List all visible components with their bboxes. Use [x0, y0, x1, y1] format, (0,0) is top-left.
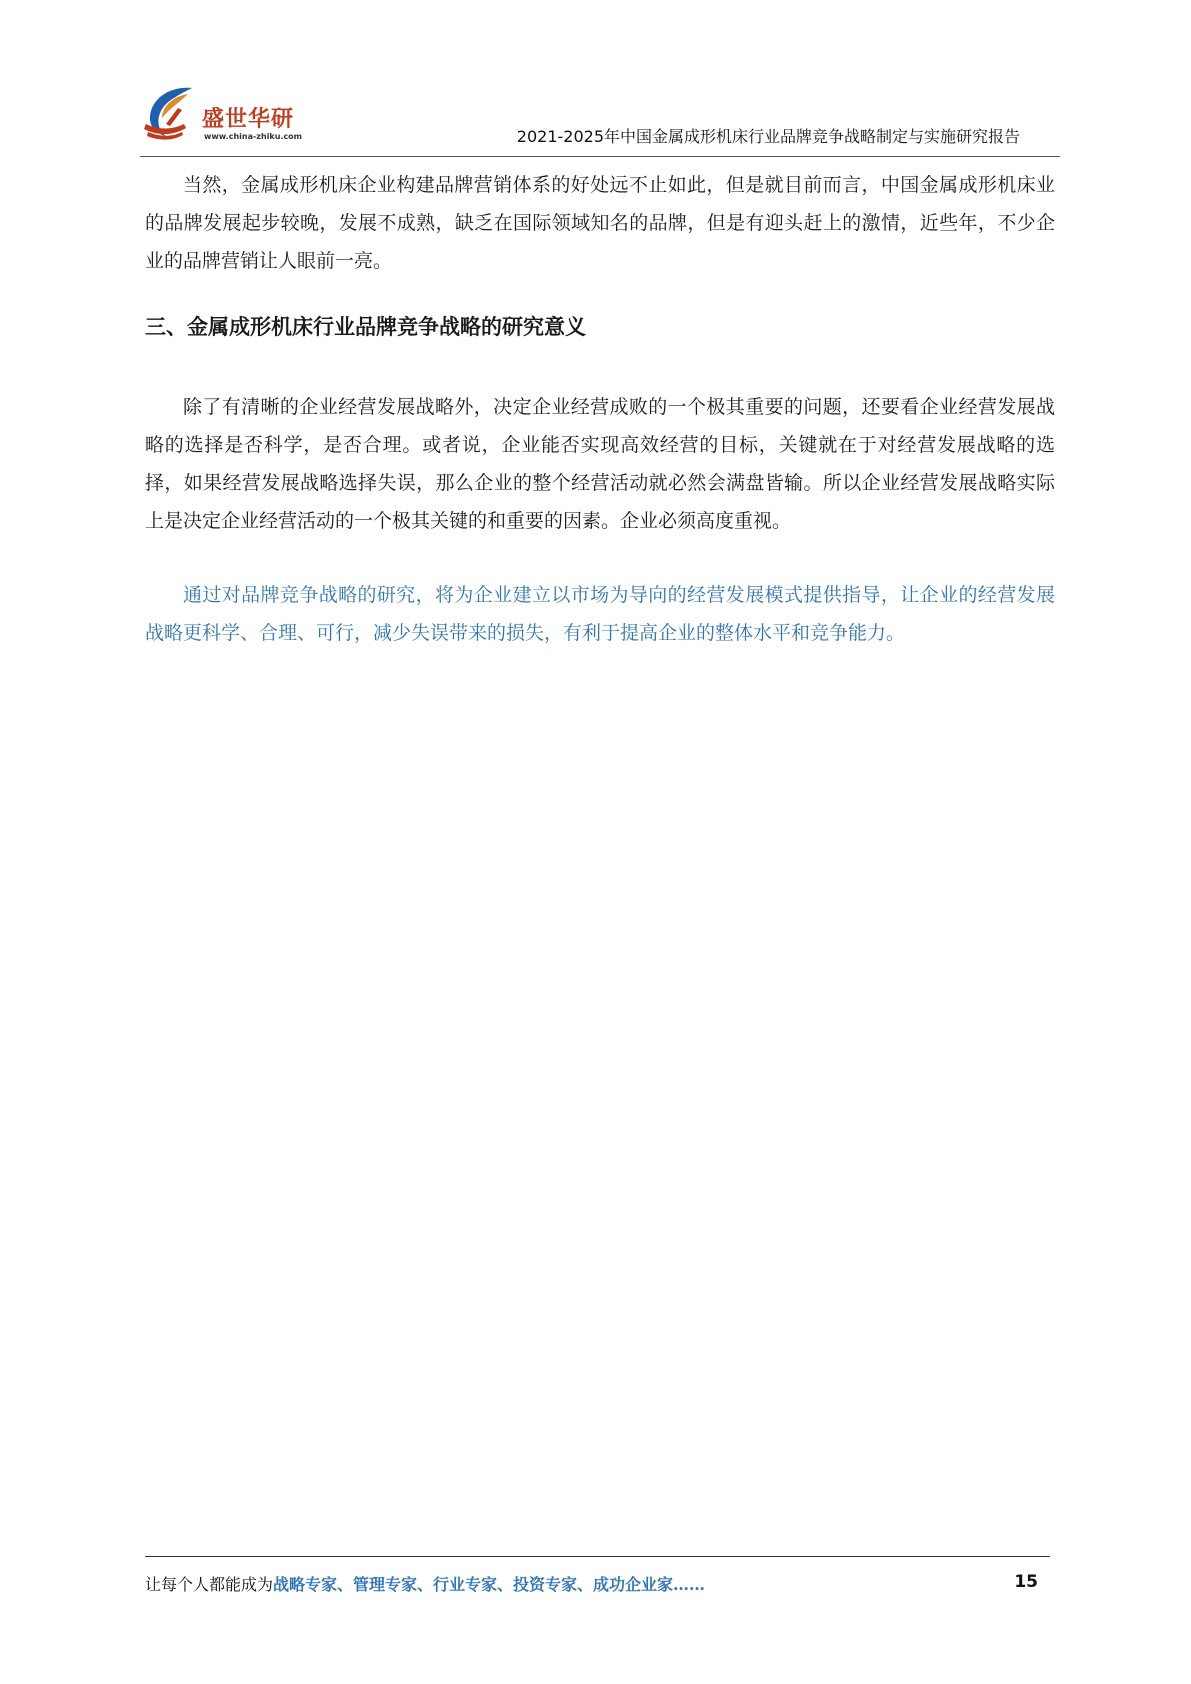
- footer-divider: [145, 1556, 1050, 1557]
- page-header: [140, 80, 1060, 150]
- header-divider: [140, 156, 1060, 157]
- company-logo: [140, 80, 310, 146]
- report-title: 2021-2025年中国金属成形机床行业品牌竞争战略制定与实施研究报告: [516, 127, 1020, 146]
- page-number: 15: [1014, 1572, 1038, 1592]
- section-heading: 三、金属成形机床行业品牌竞争战略的研究意义: [145, 315, 586, 339]
- body-paragraph-3: 通过对品牌竞争战略的研究，将为企业建立以市场为导向的经营发展模式提供指导，让企业的经营发展战略更科学、合理、可行，减少失误带来的损失，有利于提高企业的整体水平和竞争能力。: [145, 584, 1055, 644]
- logo-url: www.china-zhiku.com: [204, 132, 303, 141]
- page-body: [145, 166, 1055, 652]
- logo-emblem-icon: [140, 84, 204, 144]
- logo-name: 盛世华研: [202, 107, 295, 132]
- body-paragraph-2: 除了有清晰的企业经营发展战略外，决定企业经营成败的一个极其重要的问题，还要看企业经营发展战略的选择是否科学，是否合理。或者说，企业能否实现高效经营的目标，关键就在于对经营发展战略的选择，如果经营发展战略选择失误，那么企业的整个经营活动就必然会满盘皆输。所以企业经营发展战略实际上是决定企业经营活动的一个极其关键的和重要的因素。企业必须高度重视。: [145, 396, 1055, 532]
- body-paragraph-1: 当然，金属成形机床企业构建品牌营销体系的好处远不止如此，但是就目前而言，中国金属成形机床业的品牌发展起步较晚，发展不成熟，缺乏在国际领域知名的品牌，但是有迎头赶上的激情，近些年，不少企业的品牌营销让人眼前一亮。: [145, 174, 1055, 272]
- page-footer: [145, 1572, 1050, 1596]
- footer-slogan-lead: 让每个人都能成为: [145, 1575, 274, 1594]
- footer-slogan-emphasis: 战略专家、管理专家、行业专家、投资专家、成功企业家……: [273, 1575, 706, 1594]
